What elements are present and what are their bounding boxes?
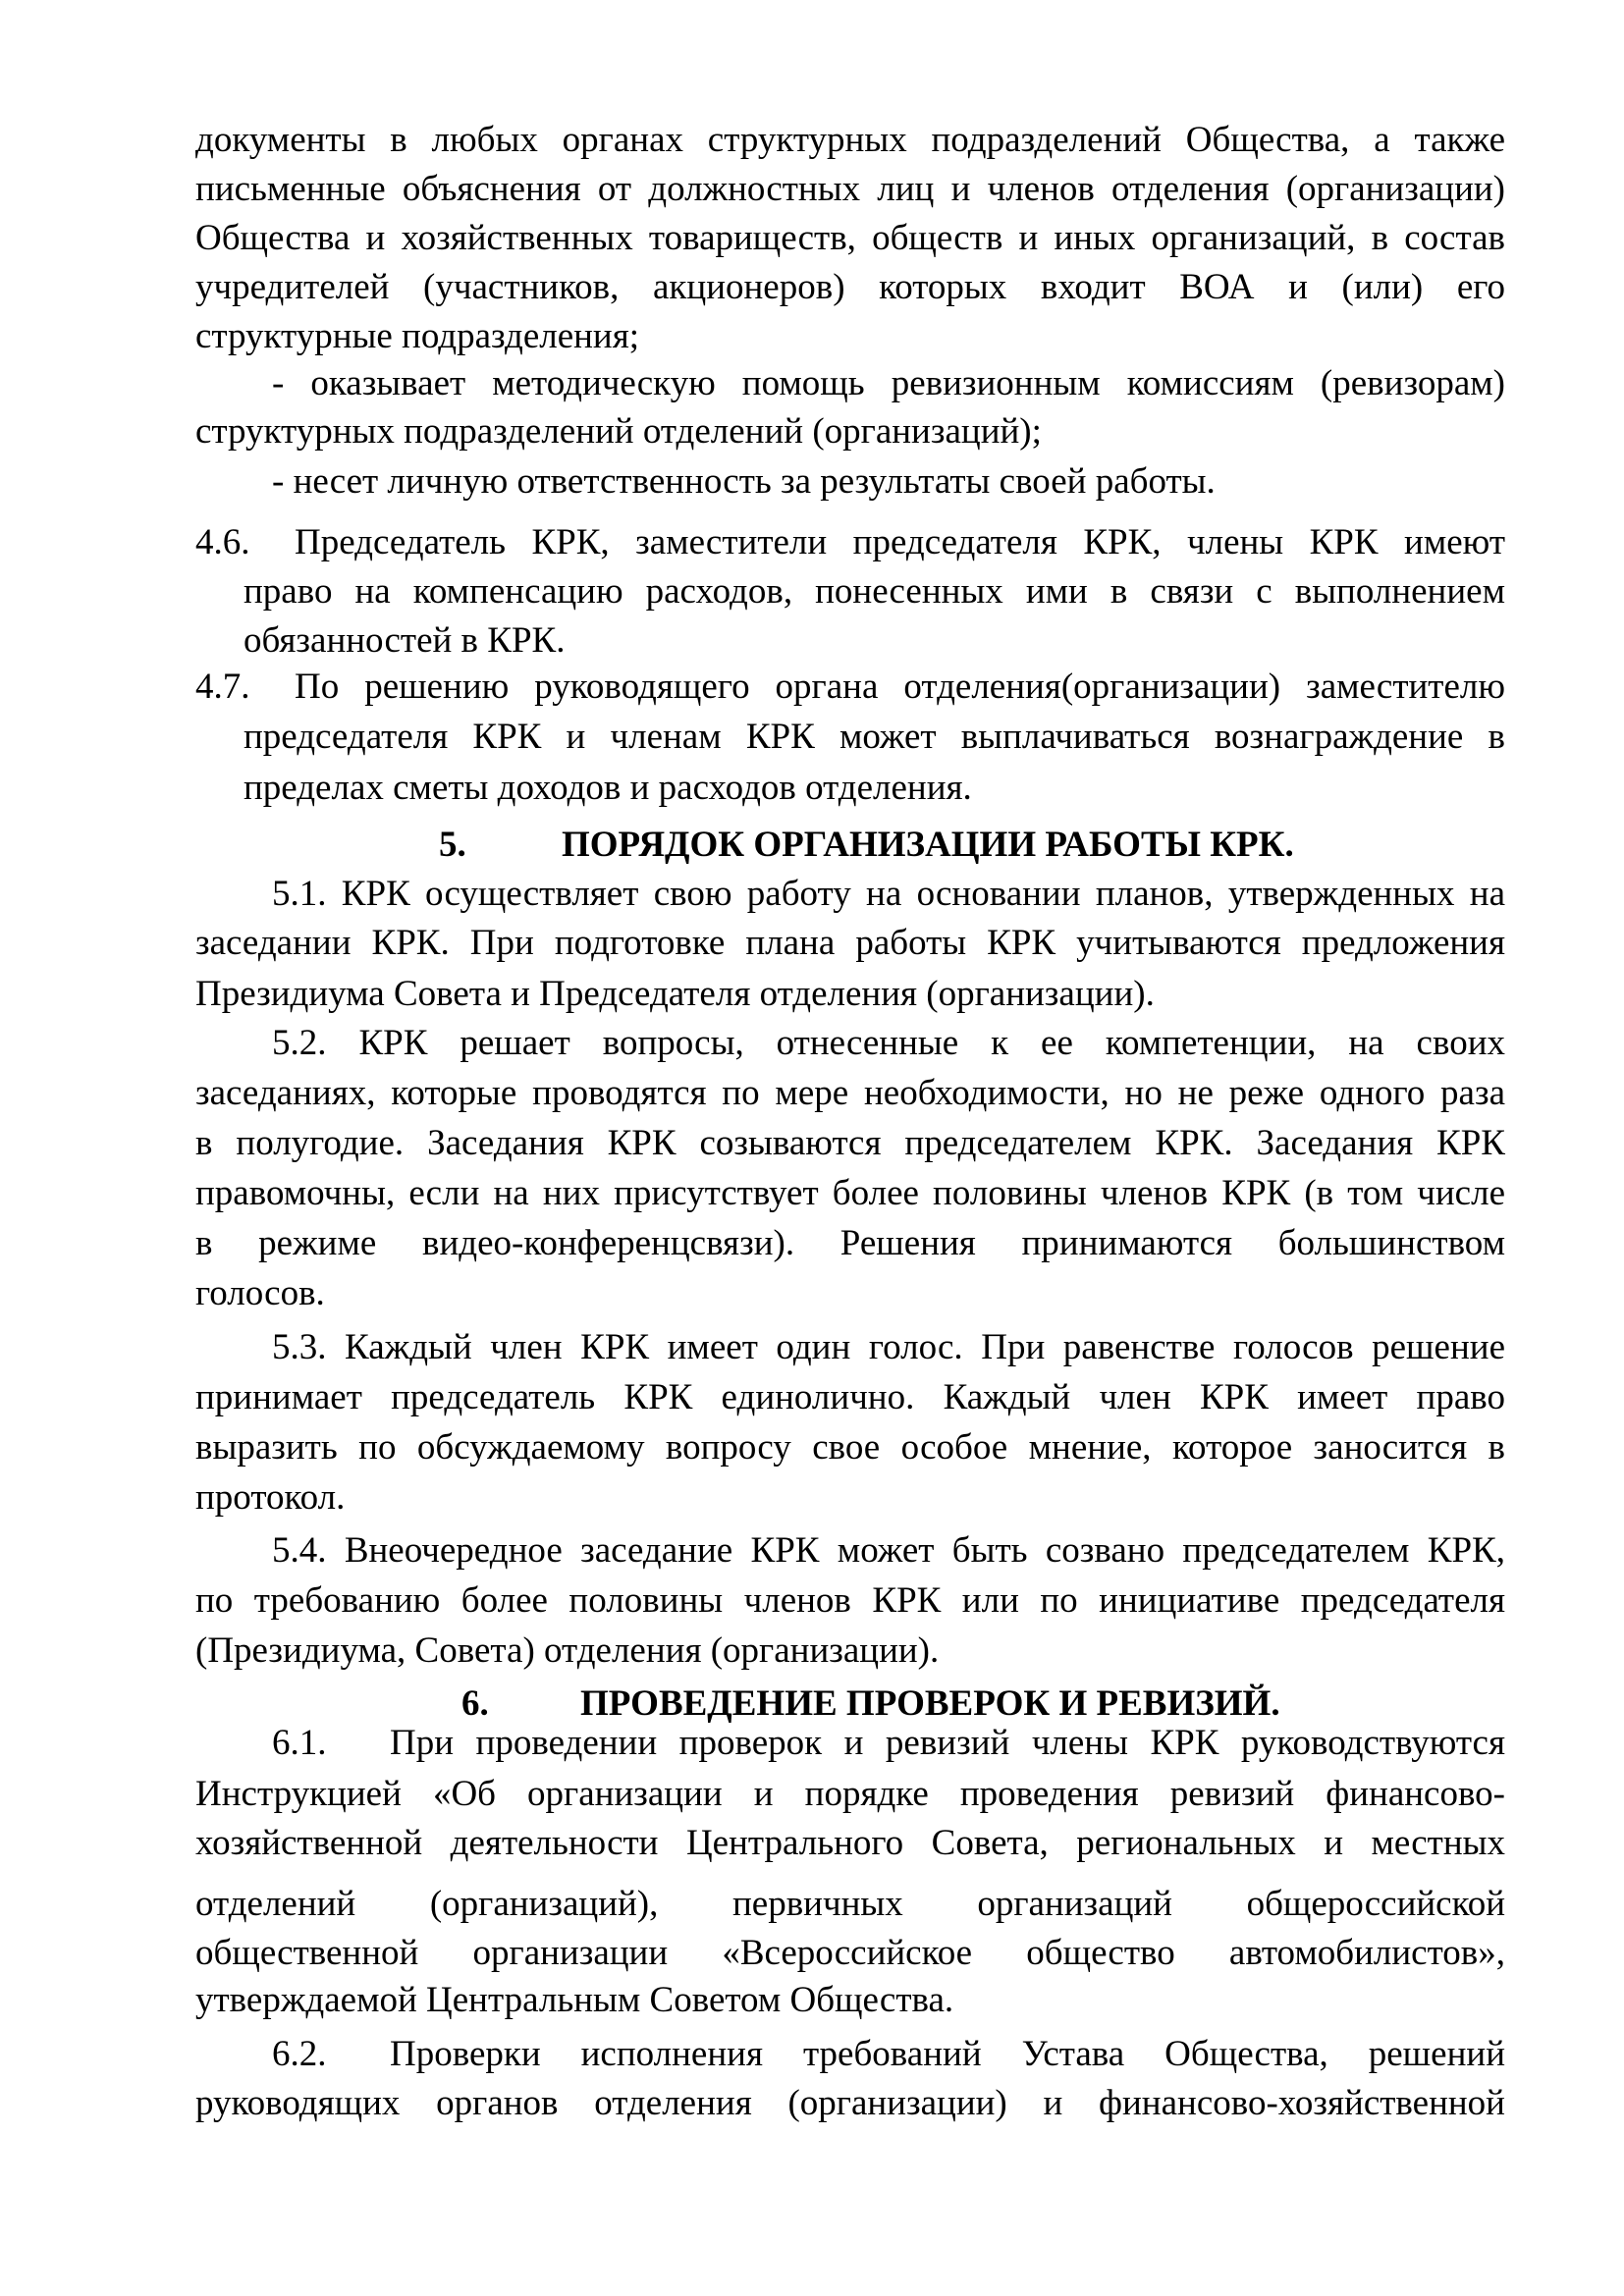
paragraph-line: структурные подразделения; <box>195 316 640 356</box>
clause-5-3-line: протокол. <box>195 1477 346 1518</box>
bullet-item-line: структурных подразделений отделений (организаций); <box>195 411 1042 452</box>
section-title: ПОРЯДОК ОРГАНИЗАЦИИ РАБОТЫ КРК. <box>562 825 1294 865</box>
clause-4-6-first-line <box>195 517 1505 567</box>
clause-5-4-line: 5.4. Внеочередное заседание КРК может быть созвано председателем КРК, <box>272 1530 1505 1571</box>
clause-5-4-line: по требованию более половины членов КРК или по инициативе председателя <box>195 1580 1505 1621</box>
clause-5-1-line: 5.1. КРК осуществляет свою работу на основании планов, утвержденных на <box>272 874 1505 914</box>
clause-5-1-line: заседании КРК. При подготовке плана работы КРК учитываются предложения <box>195 923 1505 963</box>
paragraph-line: письменные объяснения от должностных лиц и членов отделения (организации) <box>195 169 1505 209</box>
section-title: ПРОВЕДЕНИЕ ПРОВЕРОК И РЕВИЗИЙ. <box>580 1683 1280 1724</box>
paragraph-line: документы в любых органах структурных подразделений Общества, а также <box>195 120 1505 160</box>
bullet-item-line: - несет личную ответственность за результаты своей работы. <box>272 461 1216 502</box>
clause-5-2-line: голосов. <box>195 1273 325 1313</box>
clause-number: 6.2. <box>272 2034 327 2074</box>
clause-6-1-line: отделений (организаций), первичных организаций общероссийской <box>195 1884 1505 1924</box>
clause-5-3-line: 5.3. Каждый член КРК имеет один голос. При равенстве голосов решение <box>272 1327 1505 1367</box>
clause-6-1-first-line <box>272 1718 1505 1768</box>
bullet-item-line: - оказывает методическую помощь ревизионным комиссиям (ревизорам) <box>272 363 1505 403</box>
clause-line: председателя КРК и членам КРК может выплачиваться вознаграждение в <box>244 717 1505 757</box>
clause-6-1-line: утверждаемой Центральным Советом Общества. <box>195 1980 954 2020</box>
clause-number: 6.1. <box>272 1723 327 1763</box>
clause-5-2-line: 5.2. КРК решает вопросы, отнесенные к ее компетенции, на своих <box>272 1023 1505 1063</box>
clause-line: право на компенсацию расходов, понесенных ими в связи с выполнением <box>244 571 1505 612</box>
section-5-heading <box>439 820 1294 870</box>
section-number: 5. <box>439 825 466 865</box>
clause-6-1-line: общественной организации «Всероссийское общество автомобилистов», <box>195 1933 1505 1973</box>
clause-6-2-first-line <box>272 2029 1505 2079</box>
clause-5-2-line: правомочны, если на них присутствует более половины членов КРК (в том числе <box>195 1173 1505 1213</box>
clause-5-3-line: принимает председатель КРК единолично. Каждый член КРК имеет право <box>195 1377 1505 1417</box>
clause-5-4-line: (Президиума, Совета) отделения (организации). <box>195 1630 940 1671</box>
clause-5-2-line: в полугодие. Заседания КРК созываются председателем КРК. Заседания КРК <box>195 1123 1505 1163</box>
clause-text: Председатель КРК, заместители председателя КРК, члены КРК имеют <box>295 522 1505 562</box>
paragraph-line: учредителей (участников, акционеров) которых входит ВОА и (или) его <box>195 267 1505 307</box>
clause-6-1-line: хозяйственной деятельности Центрального Совета, региональных и местных <box>195 1823 1505 1863</box>
clause-text: По решению руководящего органа отделения(организации) заместителю <box>295 667 1505 707</box>
clause-5-1-line: Президиума Совета и Председателя отделения (организации). <box>195 974 1155 1014</box>
clause-number: 4.6. <box>195 522 250 562</box>
clause-5-3-line: выразить по обсуждаемому вопросу свое особое мнение, которое заносится в <box>195 1427 1505 1468</box>
clause-line: пределах сметы доходов и расходов отделения. <box>244 768 972 808</box>
clause-number: 4.7. <box>195 667 250 707</box>
section-number: 6. <box>461 1683 489 1724</box>
clause-line: обязанностей в КРК. <box>244 620 566 661</box>
clause-5-2-line: заседаниях, которые проводятся по мере необходимости, но не реже одного раза <box>195 1073 1505 1113</box>
clause-6-2-line: руководящих органов отделения (организации) и финансово-хозяйственной <box>195 2083 1505 2123</box>
clause-5-2-line: в режиме видео-конференцсвязи). Решения принимаются большинством <box>195 1223 1505 1263</box>
paragraph-line: Общества и хозяйственных товариществ, обществ и иных организаций, в состав <box>195 218 1505 258</box>
clause-4-7-first-line <box>195 662 1505 712</box>
clause-text: Проверки исполнения требований Устава Общества, решений <box>390 2034 1505 2074</box>
clause-text: При проведении проверок и ревизий члены КРК руководствуются <box>390 1723 1505 1763</box>
clause-6-1-line: Инструкцией «Об организации и порядке проведения ревизий финансово- <box>195 1774 1505 1814</box>
